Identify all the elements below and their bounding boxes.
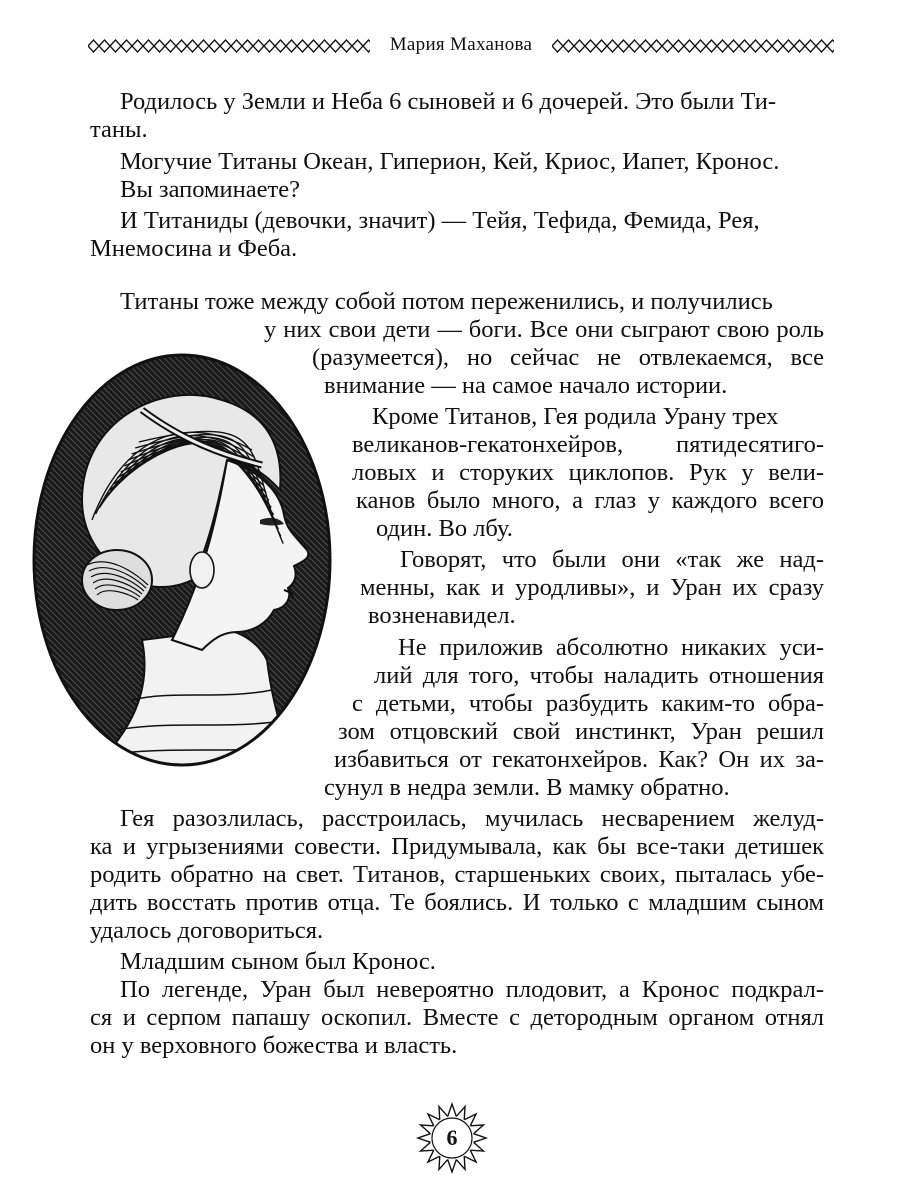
body-text-line: Гея разозлилась, расстроилась, мучилась несварением желуд- [120,805,824,832]
body-text-line: Мнемосина и Феба. [90,235,298,262]
body-text-line: у них свои дети — боги. Все они сыграют свою роль [264,316,824,343]
body-text-line: Родилось у Земли и Неба 6 сыновей и 6 дочерей. Это были Ти- [120,88,777,115]
body-text-line: Кроме Титанов, Гея родила Урану трех [372,403,779,430]
body-text-line: с детьми, чтобы разбудить каким-то обра- [352,690,824,717]
body-text-line: Могучие Титаны Океан, Гиперион, Кей, Криос, Иапет, Кронос. [120,148,780,175]
header-ornament-left [88,38,370,54]
body-text-line: Не приложив абсолютно никаких уси- [398,634,824,661]
page-number: 6 [446,1125,458,1150]
body-text-line: таны. [90,116,148,143]
body-text-line: зом отцовский свой инстинкт, Уран решил [338,718,824,745]
body-text-line: лий для того, чтобы наладить отношения [374,662,824,689]
body-text-line: Титаны тоже между собой потом переженились, и получились [120,288,773,315]
body-text-line: удалось договориться. [90,917,324,944]
body-text-line: великанов-гекатонхейров, пятидесятиго- [352,431,824,458]
body-text-line: родить обратно на свет. Титанов, старшеньких своих, пыталась убе- [90,861,824,888]
body-text-line: один. Во лбу. [376,515,513,542]
body-text-line: И Титаниды (девочки, значит) — Тейя, Тефида, Фемида, Рея, [120,207,760,234]
body-text-line: ка и угрызениями совести. Придумывала, как бы все-таки детишек [90,833,824,860]
page-number-badge [414,1100,490,1176]
body-text-line: возненавидел. [368,602,516,629]
body-text-line: внимание — на самое начало истории. [324,372,728,399]
header-ornament-right [552,38,834,54]
body-text-line: дить восстать против отца. Те боялись. И только с младшим сыном [90,889,824,916]
body-text-line: Вы запоминаете? [120,176,300,203]
body-text-line: он у верховного божества и власть. [90,1032,458,1059]
header-author: Мария Маханова [389,34,533,55]
body-text-line: (разумеется), но сейчас не отвлекаемся, все [312,344,824,371]
body-text-line: менны, как и уродливы», и Уран их сразу [360,574,824,601]
body-text-line: ловых и сторуких циклопов. Рук у вели- [352,459,824,486]
cameo-portrait-icon [22,340,342,780]
body-text-line: ся и серпом папашу оскопил. Вместе с детородным органом отнял [90,1004,824,1031]
body-text-line: сунул в недра земли. В мамку обратно. [324,774,730,801]
body-text-line: Младшим сыном был Кронос. [120,948,436,975]
body-text-line: канов было много, а глаз у каждого всего [356,487,824,514]
body-text-line: избавиться от гекатонхейров. Как? Он их за- [334,746,824,773]
body-text-line: Говорят, что были они «так же над- [400,546,824,573]
body-text-line: По легенде, Уран был невероятно плодовит, а Кронос подкрал- [120,976,824,1003]
